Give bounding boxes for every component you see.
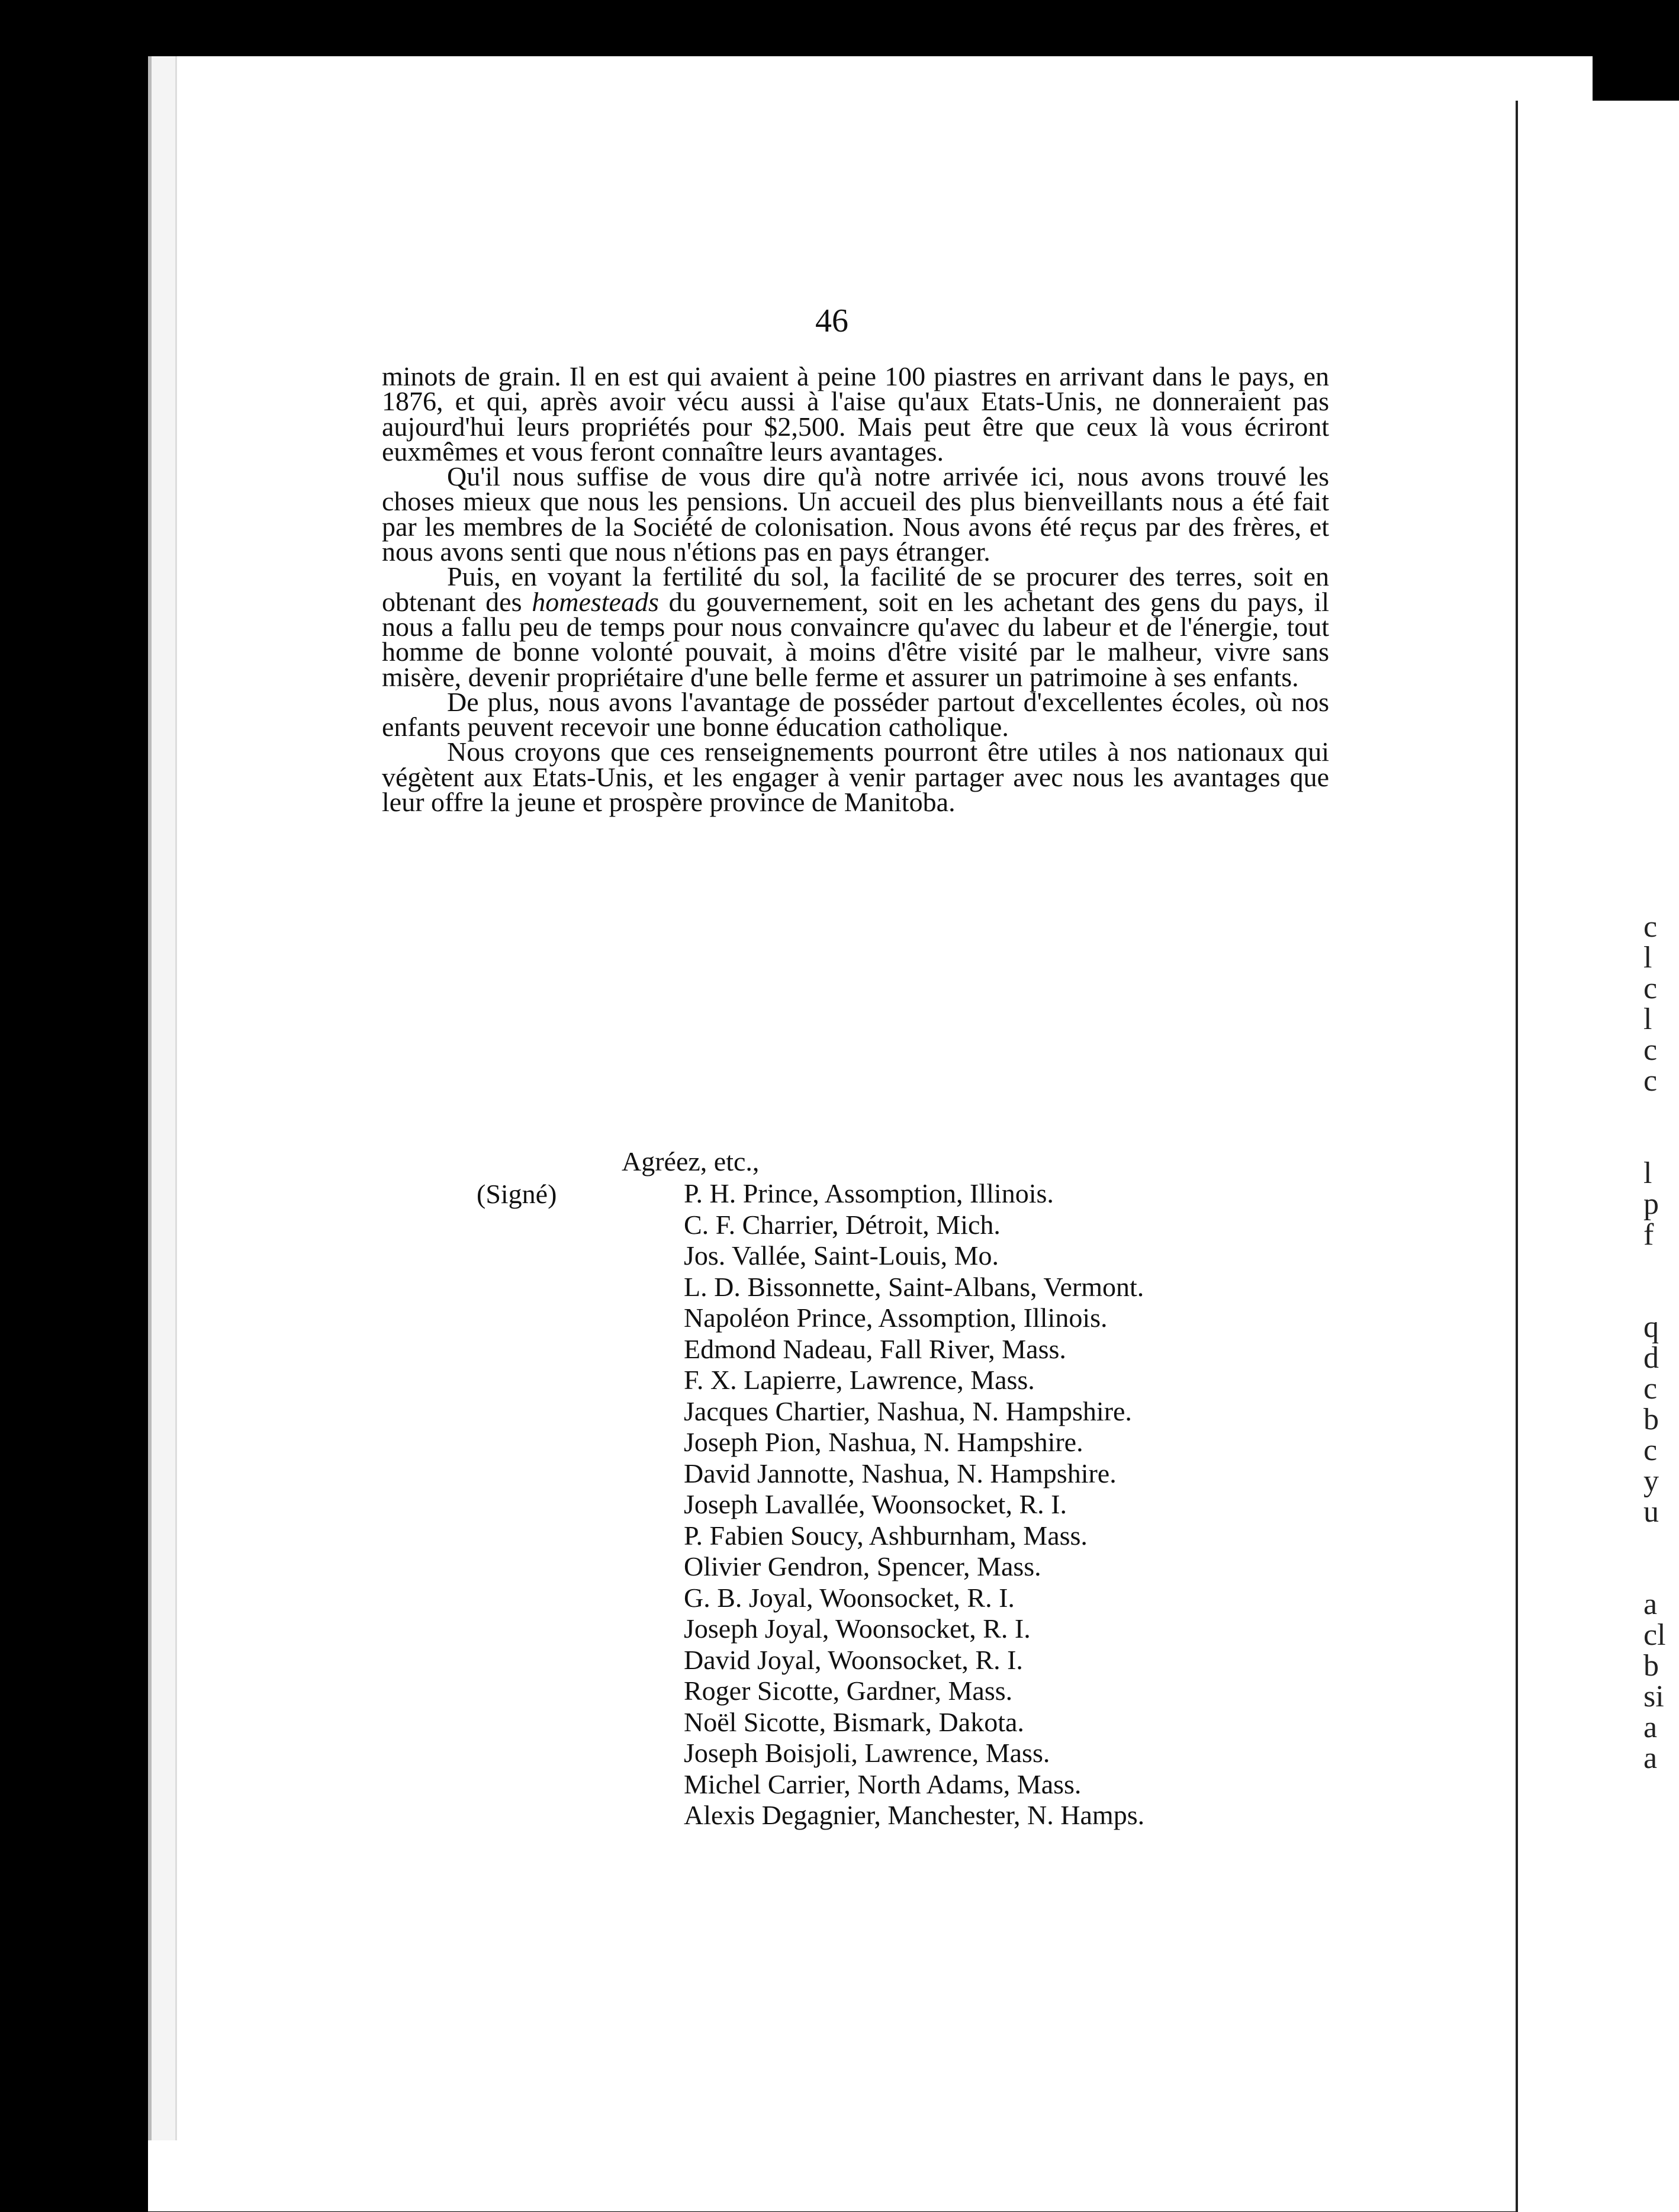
signatory-list: [684, 1178, 1335, 1831]
signatory: Olivier Gendron, Spencer, Mass.: [684, 1551, 1041, 1581]
facing-page-fragment: si: [1643, 1680, 1664, 1713]
facing-page-fragment: d: [1643, 1341, 1659, 1375]
signatory: Jacques Chartier, Nashua, N. Hampshire.: [684, 1396, 1132, 1426]
facing-page-fragment: y: [1643, 1464, 1659, 1498]
signatory: Jos. Vallée, Saint-Louis, Mo.: [684, 1240, 999, 1271]
signatory: P. Fabien Soucy, Ashburnham, Mass.: [684, 1520, 1088, 1551]
closing-salutation: Agréez, etc.,: [622, 1146, 760, 1176]
paragraph: Puis, en voyant la fertilité du sol, la facilité de se procurer des terres, soit en obtenant des homesteads du gouvernement, soit en les achetant des gens du pays, il nous a fallu peu de temps pour nous convaincre qu'avec du labeur et de l'énergie, tout homme de bonne volonté pouvait, à moins d'être visité par le malheur, vivre sans misère, devenir propriétaire d'une belle ferme et assurer un patrimoine à ses enfants.: [382, 561, 1330, 692]
paragraph: Nous croyons que ces renseignements pourront être utiles à nos nationaux qui végètent aux Etats-Unis, et les engager à venir partager avec nous les avantages que leur offre la jeune et prospère province de Manitoba.: [382, 737, 1329, 818]
facing-page-fragment: a: [1643, 1711, 1658, 1744]
signatory: Napoléon Prince, Assomption, Illinois.: [684, 1303, 1108, 1333]
signatory: Noël Sicotte, Bismark, Dakota.: [684, 1706, 1024, 1737]
facing-page-fragment: b: [1643, 1649, 1659, 1683]
signed-label: (Signé): [477, 1179, 557, 1209]
facing-page-fragment: c: [1643, 1433, 1658, 1467]
body-text: [382, 361, 1330, 818]
facing-page-fragment: u: [1643, 1495, 1659, 1529]
signatory: David Jannotte, Nashua, N. Hampshire.: [684, 1458, 1117, 1488]
signatory: P. H. Prince, Assomption, Illinois.: [684, 1178, 1054, 1208]
facing-page-fragment: f: [1643, 1218, 1654, 1252]
signatory: Joseph Pion, Nashua, N. Hampshire.: [684, 1427, 1083, 1457]
facing-page-fragment: c: [1643, 1033, 1658, 1067]
facing-page-fragment: c: [1643, 972, 1658, 1005]
paragraph: minots de grain. Il en est qui avaient à peine 100 piastres en arrivant dans le pays, en 1876, et qui, après avoir vécu aussi à l'aise qu'aux Etats-Unis, ne donneraient pas aujourd'hui leurs propriétés pour $2,500. Mais peut être que ceux là vous écriront euxmêmes et vous feront connaître leurs avantages.: [382, 361, 1329, 467]
signatory: F. X. Lapierre, Lawrence, Mass.: [684, 1365, 1035, 1395]
signatory: Roger Sicotte, Gardner, Mass.: [684, 1676, 1013, 1706]
paragraph: Qu'il nous suffise de vous dire qu'à notre arrivée ici, nous avons trouvé les choses mieux que nous les pensions. Un accueil des plus bienveillants nous a été fait par les membres de la Société de colonisation. Nous avons été reçus par des frères, et nous avons senti que nous n'étions pas en pays étranger.: [382, 461, 1329, 567]
signatory: G. B. Joyal, Woonsocket, R. I.: [684, 1582, 1015, 1613]
facing-page-fragment: a: [1643, 1587, 1658, 1621]
signatory: Joseph Boisjoli, Lawrence, Mass.: [684, 1738, 1050, 1768]
facing-page-fragment: cl: [1643, 1618, 1666, 1652]
page-edges: [148, 56, 177, 2140]
signatory: C. F. Charrier, Détroit, Mich.: [684, 1209, 1001, 1240]
facing-page-fragment: c: [1643, 1372, 1658, 1406]
signatory: Michel Carrier, North Adams, Mass.: [684, 1769, 1082, 1799]
signatory: Joseph Lavallée, Woonsocket, R. I.: [684, 1489, 1067, 1519]
facing-page-fragment: a: [1643, 1741, 1658, 1774]
signatory: David Joyal, Woonsocket, R. I.: [684, 1644, 1023, 1675]
signatory: Joseph Joyal, Woonsocket, R. I.: [684, 1613, 1031, 1644]
facing-page-fragment: c: [1643, 912, 1658, 944]
facing-page-fragment: p: [1643, 1187, 1659, 1221]
signatory: Alexis Degagnier, Manchester, N. Hamps.: [684, 1800, 1145, 1830]
facing-page-fragment: q: [1643, 1310, 1659, 1344]
facing-page-fragment: c: [1643, 1064, 1658, 1098]
signatory: Edmond Nadeau, Fall River, Mass.: [684, 1333, 1066, 1364]
facing-page-fragment: l: [1643, 1156, 1652, 1190]
signatory: L. D. Bissonnette, Saint-Albans, Vermont.: [684, 1271, 1144, 1302]
facing-page-fragment: l: [1643, 1002, 1652, 1036]
facing-page-text-fragments: [1643, 912, 1679, 1774]
page-number: 46: [815, 303, 848, 339]
paragraph: De plus, nous avons l'avantage de posséder partout d'excellentes écoles, où nos enfants peuvent recevoir une bonne éducation catholique.: [382, 686, 1329, 742]
italic-term: homesteads: [532, 586, 659, 617]
facing-page-fragment: b: [1643, 1403, 1659, 1436]
facing-page-fragment: l: [1643, 941, 1652, 975]
